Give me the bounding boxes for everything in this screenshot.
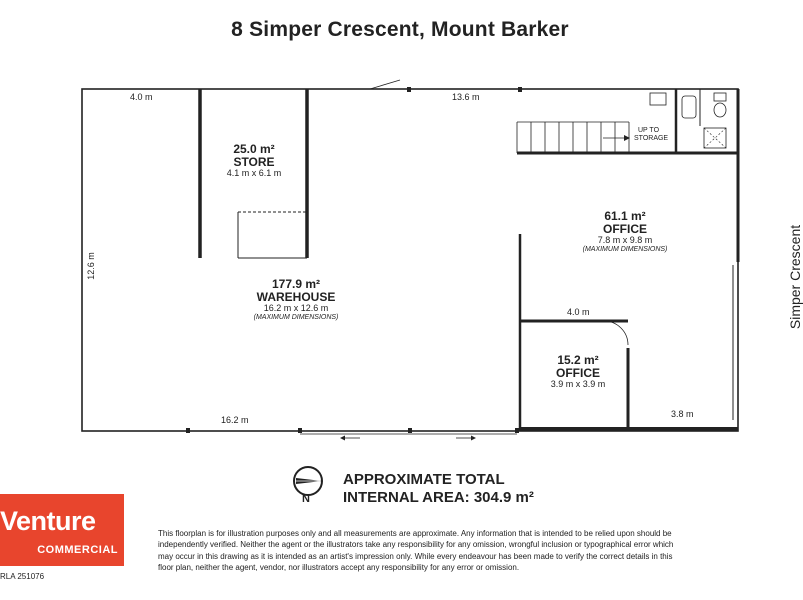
- measure-bottom: 16.2 m: [221, 415, 249, 425]
- store-label: [227, 143, 282, 179]
- logo-subtitle: COMMERCIAL: [37, 544, 118, 556]
- warehouse-note: (MAXIMUM DIMENSIONS): [253, 314, 339, 322]
- store-name: STORE: [233, 155, 275, 170]
- office-large-note: (MAXIMUM DIMENSIONS): [582, 246, 668, 254]
- measure-top-center: 13.6 m: [452, 92, 480, 102]
- store-area: 25.0 m²: [233, 142, 275, 156]
- street-label: Simper Crescent: [787, 224, 803, 330]
- measure-office-top: 4.0 m: [567, 307, 590, 317]
- office-large-dims: 7.8 m x 9.8 m: [597, 235, 653, 246]
- office-large-label: [583, 210, 668, 254]
- total-area-line2: INTERNAL AREA: 304.9 m²: [343, 489, 534, 506]
- measure-left-side: 12.6 m: [86, 252, 96, 280]
- store-dims: 4.1 m x 6.1 m: [226, 168, 282, 179]
- office-small-area: 15.2 m²: [557, 353, 599, 367]
- warehouse-dims: 16.2 m x 12.6 m: [263, 303, 329, 314]
- stairs-label-line2: STORAGE: [634, 135, 669, 143]
- venture-logo: [0, 494, 124, 566]
- stairs: [517, 122, 629, 153]
- total-area: [343, 471, 534, 507]
- total-area-line1: APPROXIMATE TOTAL: [343, 471, 505, 488]
- office-large-name: OFFICE: [603, 222, 647, 237]
- stairs-label: [634, 127, 668, 144]
- warehouse-label: [254, 278, 339, 322]
- office-small-label: [551, 354, 606, 390]
- office-large-area: 61.1 m²: [604, 209, 646, 223]
- stairs-label-line1: UP TO: [638, 127, 660, 134]
- door-arc: [604, 321, 628, 345]
- office-small-name: OFFICE: [556, 366, 600, 381]
- north-label: N: [302, 493, 310, 505]
- measure-office-bottom: 3.8 m: [671, 409, 694, 419]
- page-title: 8 Simper Crescent, Mount Barker: [231, 18, 569, 41]
- warehouse-name: WAREHOUSE: [256, 290, 336, 305]
- license-number: RLA 251076: [0, 572, 45, 581]
- disclaimer: This floorplan is for illustration purposes only and all measurements are approximate. Any information that is intended to be relied upon should be independently verified. Neither the agent or the illustrators take any responsibility for any omission, wrongful inclusion or typographical error which may occur in this drawing as it is intended as an artist's impression only. While every endeavour has been made to verify the correct details in this floor plan, neither the agent, vendor, nor illustrators accept any responsibility for any error or omission.: [158, 529, 674, 573]
- warehouse-area: 177.9 m²: [271, 277, 321, 291]
- office-small-dims: 3.9 m x 3.9 m: [550, 379, 606, 390]
- measure-top-left: 4.0 m: [130, 92, 153, 102]
- logo-word: Venture: [0, 506, 96, 536]
